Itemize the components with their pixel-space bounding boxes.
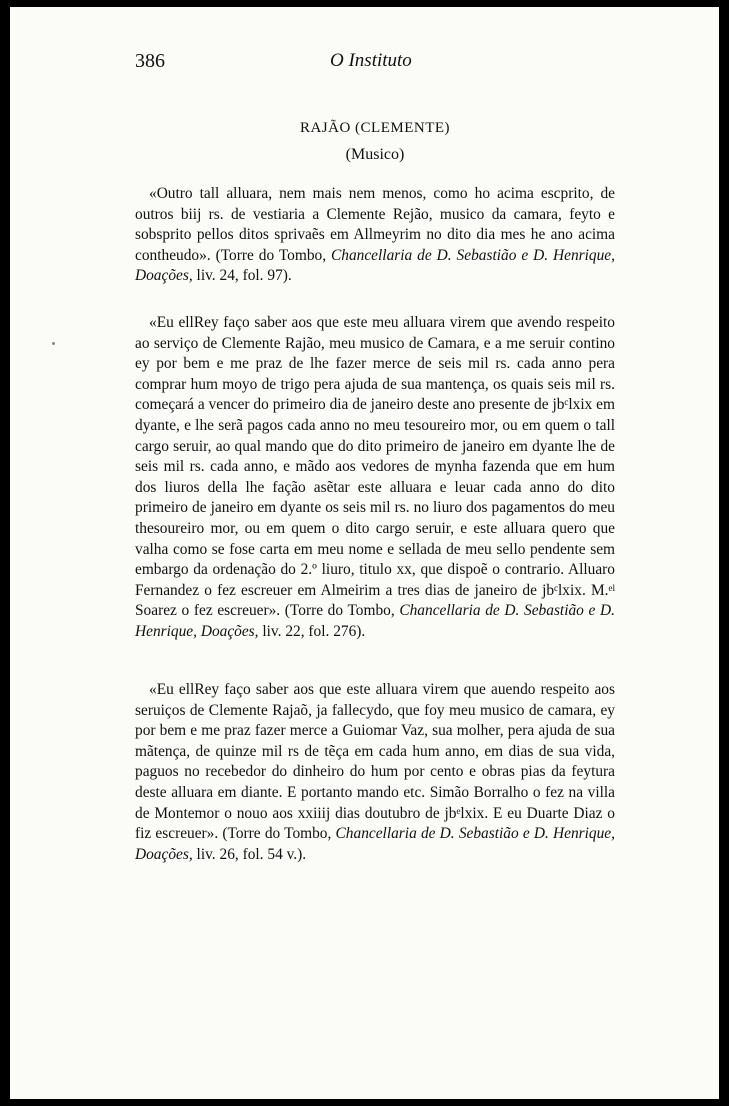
entry-name: RAJÃO (CLEMENTE) bbox=[299, 120, 451, 136]
margin-speck bbox=[52, 342, 55, 345]
paragraph-3 bbox=[135, 680, 615, 865]
citation-tail: liv. 22, fol. 276). bbox=[258, 622, 366, 640]
citation-tail: liv. 24, fol. 97). bbox=[192, 267, 292, 285]
page-header bbox=[135, 50, 615, 80]
citation-tail: liv. 26, fol. 54 v.). bbox=[192, 845, 307, 863]
citation-italic: Chancellaria de D. Sebastião e D. Henrique, Doações, bbox=[135, 602, 615, 640]
citation-italic: Chancellaria de D. Sebastião e D. Henrique, Doações, bbox=[135, 246, 615, 285]
page-number: 386 bbox=[135, 50, 165, 72]
paragraph-2 bbox=[135, 313, 615, 643]
paragraph-text: «Eu ellRey faço saber aos que este alluara virem que auendo respeito aos seruiços de Clemente Rajaõ, ja fallecydo, que foy meu musico de camara, ey por bem e me praz fazer merce a Guiomar Vaz, sua molher, pera ajuda de sua mãtença, de quinze mil rs de tẽça em cada hum anno, em dias de sua vida, paguos no recebedor do dinheiro do hum por cento e obras pias da feytura deste alluara em diante. E portanto mando etc. Simão Borralho o fez na villa de Montemor o nouo aos xxiiij dias doutubro de jbᵉlxix. E eu Duarte Diaz o fiz escreuer». (Torre do Tombo, bbox=[135, 681, 615, 843]
paragraph-text: «Outro tall alluara, nem mais nem menos, como ho acima escprito, de outros biij rs. de vestiaria a Clemente Rejão, musico da camara, feyto e sobsprito pellos ditos sprivaẽs em Allmeyrim no dito dia mes he ano acima contheudo». (Torre do Tombo, bbox=[135, 185, 615, 264]
running-title: O Instituto bbox=[330, 50, 412, 71]
paragraph-text: «Eu ellRey faço saber aos que este meu alluara virem que avendo respeito ao serviço de Clemente Rajão, meu musico de Camara, e a me seruir contino ey por bem e me praz de lhe fazer merce de seis mil rs. cada anno pera comprar hum moyo de trigo pera ajuda de sua mantença, os quais seis mil rs. começará a vencer do primeiro dia de janeiro deste ano presente de jbᶜlxix em dyante, e lhe serã pagos cada anno no meu tesoureiro mor, ou em quem o tall cargo seruir, ao qual mando que do dito primeiro de janeiro em dyante lhe de seis mil rs. cada anno, e mãdo aos vedores de mynha fazenda que em hum dos liuros della lhe fação asẽtar este alluara e leuar cada anno do dito primeiro de janeiro em dyante os seis mil rs. no liuro dos pagamentos do meu thesoureiro mor, ou em quem o dito cargo seruir, e este alluara quero que valha como se fose carta em meu nome e sellada de meu sello pendente sem embargo da ordenação do 2.º liuro, titulo xx, que dispoẽ o contrario. Alluaro Fernandez o fez escreuer em Almeirim a tres dias de janeiro de jbᶜlxix. M.ᵉˡ Soarez o fez escreuer». (Torre do Tombo, bbox=[135, 314, 615, 620]
paragraph-1 bbox=[135, 184, 615, 287]
citation-italic: Chancellaria de D. Sebastião e D. Henrique, Doações, bbox=[135, 825, 615, 863]
entry-role: (Musico) bbox=[345, 146, 405, 163]
